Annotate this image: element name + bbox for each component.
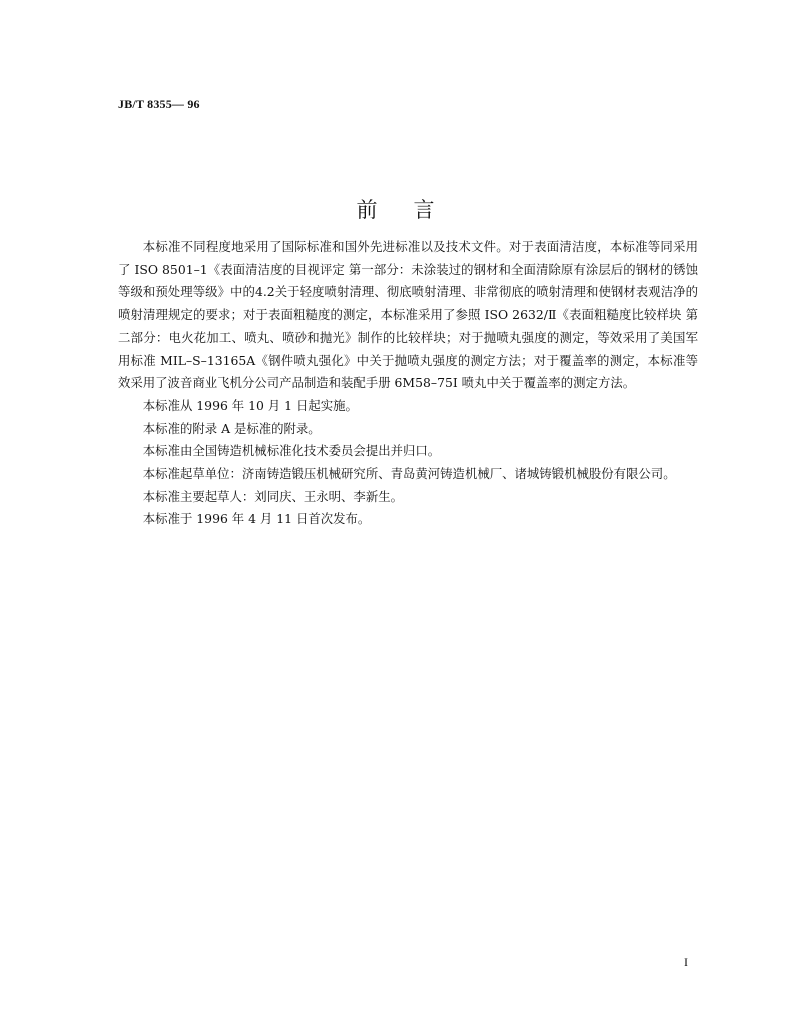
paragraph-drafting-units: 本标准起草单位：济南铸造锻压机械研究所、青岛黄河铸造机械厂、诸城铸锻机械股份有限公司。 xyxy=(142,466,676,482)
paragraph-appendix: 本标准的附录 A 是标准的附录。 xyxy=(142,420,321,436)
page-number: I xyxy=(684,955,688,969)
paragraph-adoption: 本标准不同程度地采用了国际标准和国外先进标准以及技术文件。对于表面清洁度，本标准等同采用了 ISO 8501–1《表面清洁度的目视评定 第一部分：未涂装过的钢材和全面清除原有涂层后的钢材的锈蚀等级和预处理等级》中的4.2关于轻度喷射清理、彻底喷射清理、非常彻底的喷射清理和使钢材表观洁净的喷射清理规定的要求；对于表面粗糙度的测定，本标准采用了参照 ISO 2632/Ⅱ《表面粗糙度比较样块 第二部分：电火花加工、喷丸、喷砂和抛光》制作的比较样块；对于抛喷丸强度的测定，等效采用了美国军用标准 MIL–S–13165A《钢件喷丸强化》中关于抛喷丸强度的测定方法；对于覆盖率的测定，本标准等效采用了波音商业飞机分公司产品制造和装配手册 6M58–75I 喷丸中关于覆盖率的测定方法。 xyxy=(118,239,698,391)
paragraph-first-release: 本标准于 1996 年 4 月 11 日首次发布。 xyxy=(142,511,371,527)
paragraph-drafters: 本标准主要起草人：刘同庆、王永明、李新生。 xyxy=(142,488,403,504)
foreword-body xyxy=(118,236,698,531)
page-title: 前言 xyxy=(356,198,471,222)
standard-code: JB/T 8355— 96 xyxy=(118,97,200,111)
paragraph-effective-date: 本标准从 1996 年 10 月 1 日起实施。 xyxy=(142,397,358,413)
paragraph-proposer: 本标准由全国铸造机械标准化技术委员会提出并归口。 xyxy=(142,443,441,459)
